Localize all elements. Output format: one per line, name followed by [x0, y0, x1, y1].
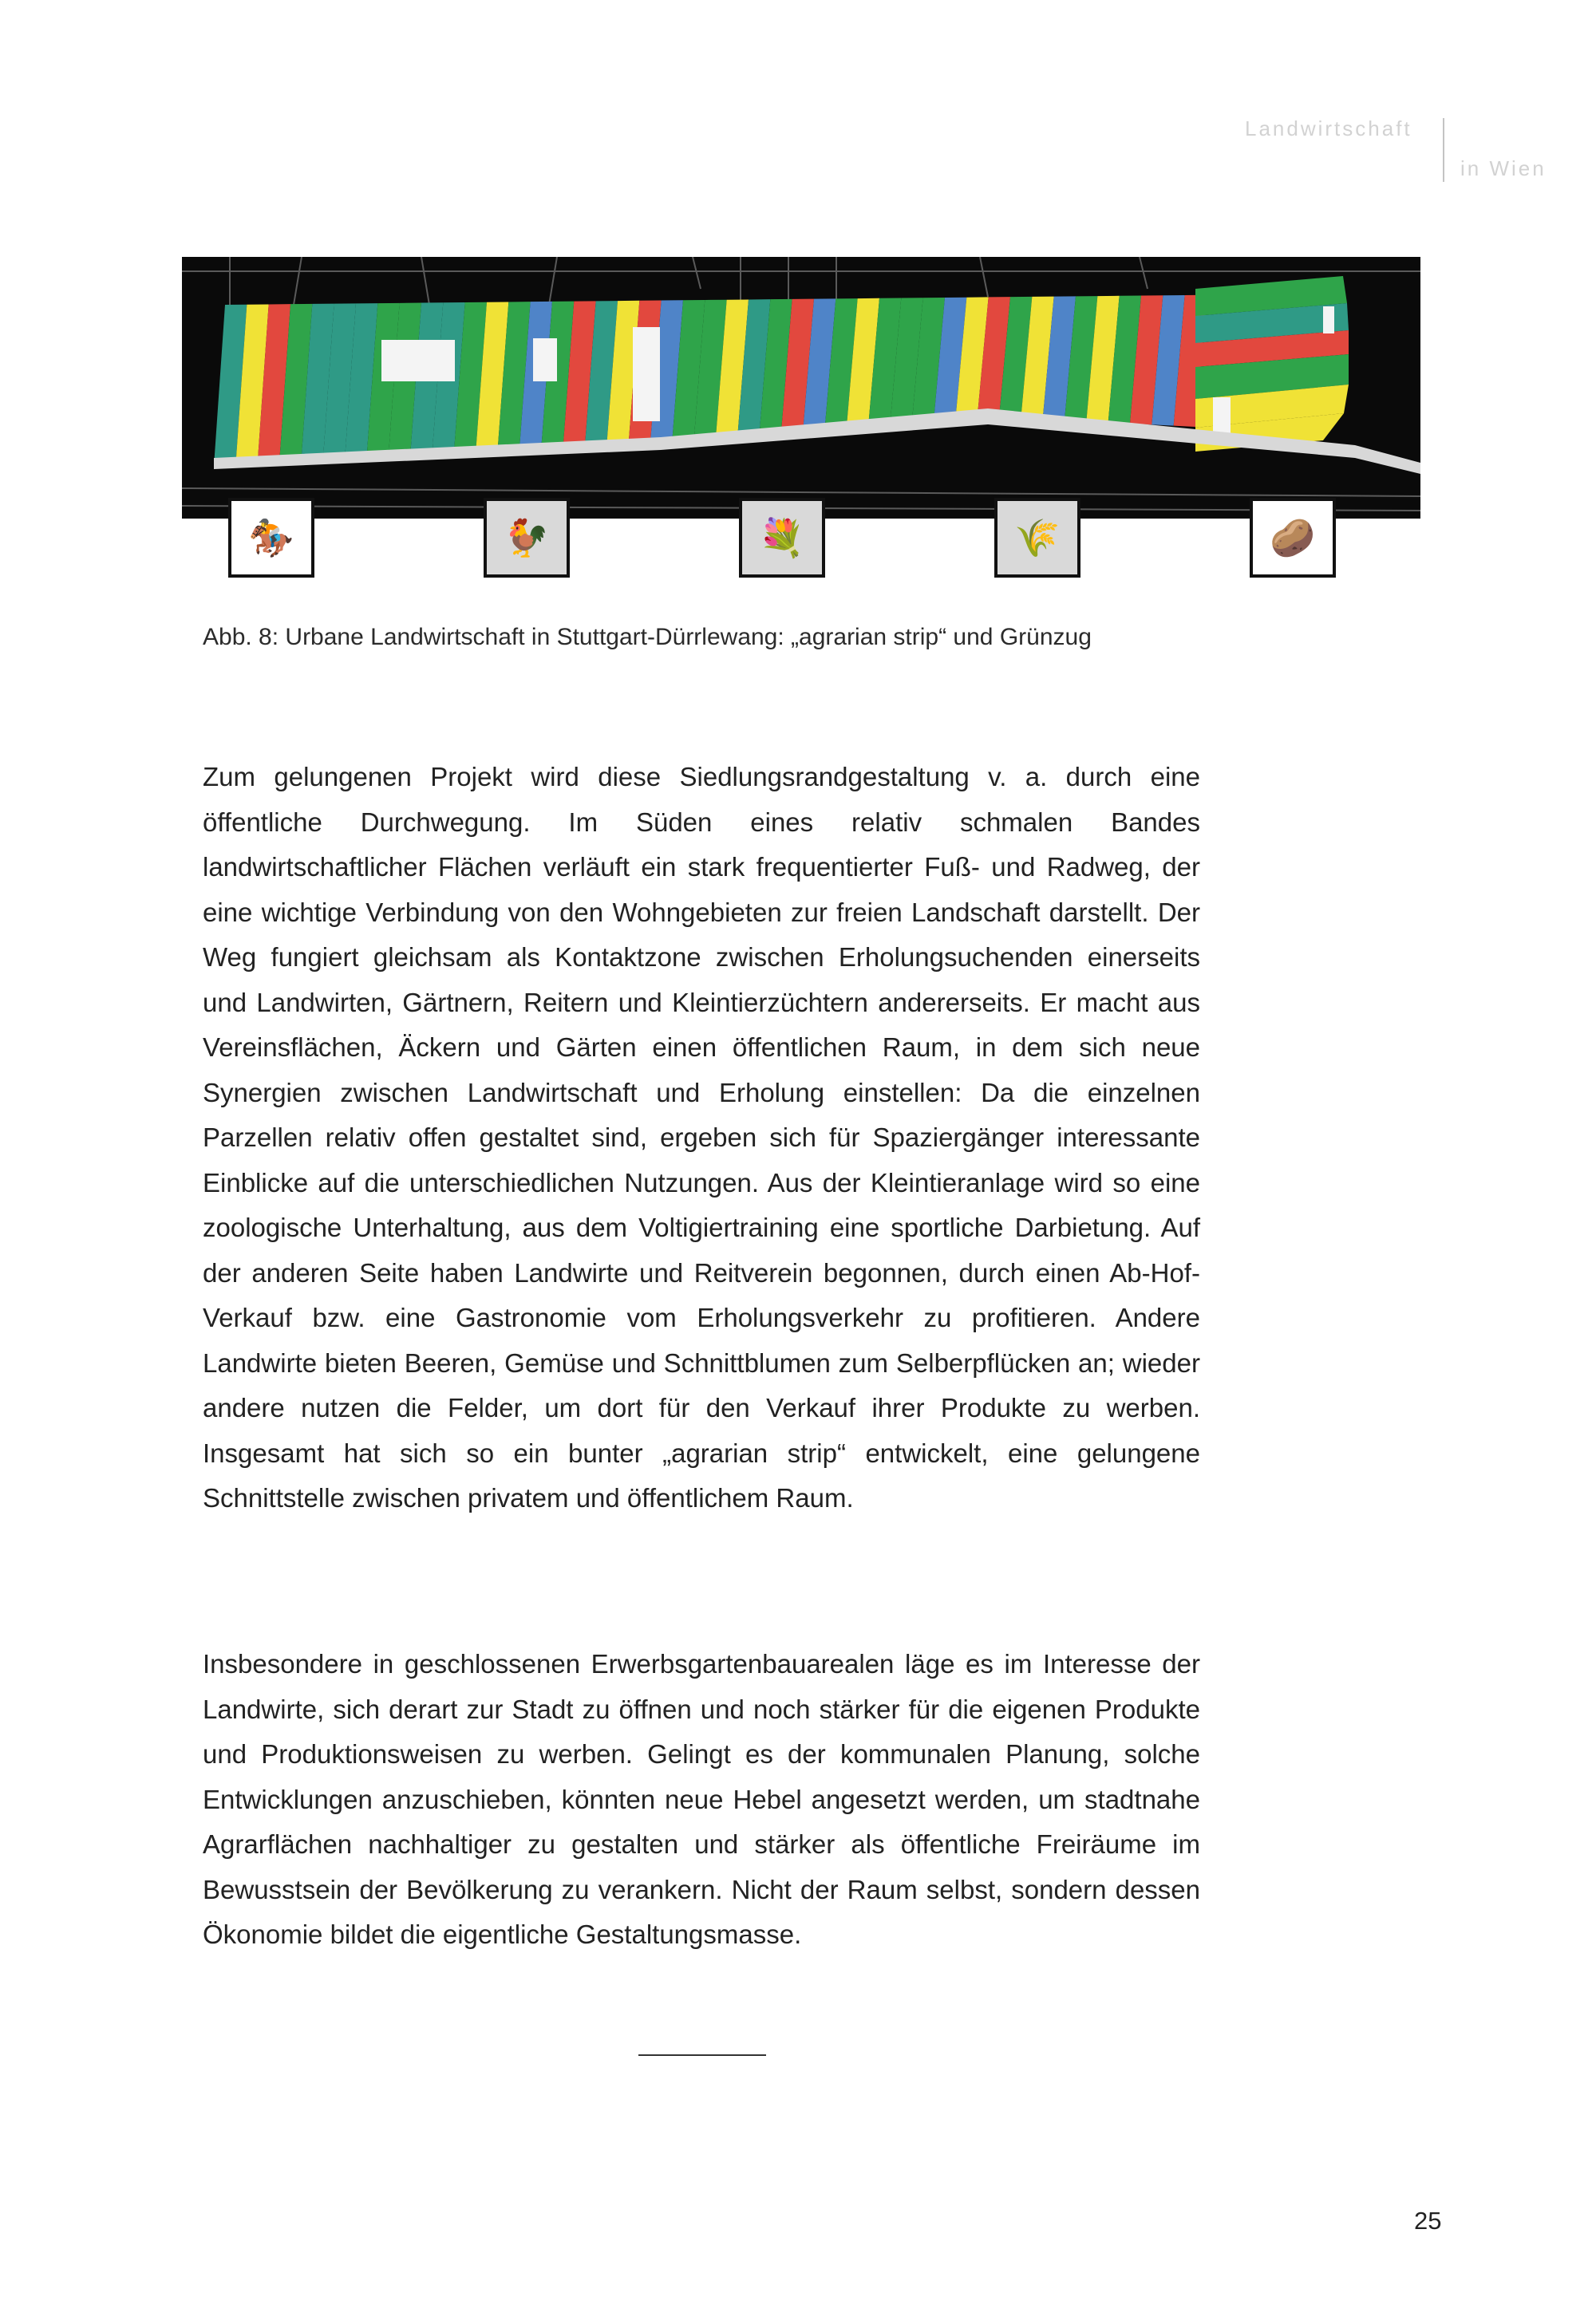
- vegetables-icon: [1251, 499, 1334, 576]
- footnote-separator: [638, 2054, 766, 2056]
- svg-text:🏇: 🏇: [248, 516, 294, 559]
- agrarian-strip-map: [182, 257, 1420, 582]
- svg-text:🌾: 🌾: [1014, 516, 1061, 559]
- svg-text:🥔: 🥔: [1270, 516, 1316, 559]
- agrarian-strip-figure: [182, 257, 1420, 582]
- body-paragraph-1: Zum gelungenen Projekt wird diese Siedlungsrandgestaltung v. a. durch eine öffentliche Durchwegung. Im Süden eines relativ schmalen Bandes landwirtschaftlicher Flächen verläuft ein stark frequentierter Fuß- und Radweg, der eine wichtige Verbindung von den Wohngebieten zur freien Landschaft darstellt. Der Weg fungiert gleichsam als Kontaktzone zwischen Erholungsuchenden einerseits und Landwirten, Gärtnern, Reitern und Kleintierzüchtern andererseits. Er macht aus Vereinsflächen, Äckern und Gärten einen öffentlichen Raum, in dem sich neue Synergien zwischen Landwirtschaft und Erholung einstellen: Da die einzelnen Parzellen relativ offen gestaltet sind, ergeben sich für Spaziergänger interessante Einblicke auf die unterschiedlichen Nutzungen. Aus der Kleintieranlage wird so eine zoologische Unterhaltung, aus dem Voltigiertraining eine sportliche Darbietung. Auf der anderen Seite haben Landwirte und Reitverein begonnen, durch einen Ab-Hof-Verkauf bzw. eine Gastronomie vom Erholungsverkehr zu profitieren. Andere Landwirte bieten Beeren, Gemüse und Schnittblumen zum Selberpflücken an; wieder andere nutzen die Felder, um dort für den Verkauf ihrer Produkte zu werben. Insgesamt hat sich so ein bunter „agrarian strip“ entwickelt, eine gelungene Schnittstelle zwischen privatem und öffentlichem Raum.: [203, 762, 1200, 1513]
- figure-caption: Abb. 8: Urbane Landwirtschaft in Stuttgart-Dürrlewang: „agrarian strip“ und Grünzug: [203, 624, 1092, 650]
- running-header-divider: [1443, 118, 1444, 182]
- horse-rider-icon: [230, 499, 313, 576]
- body-paragraph-2: Insbesondere in geschlossenen Erwerbsgartenbauarealen läge es im Interesse der Landwirte, sich derart zur Stadt zu öffnen und noch stärker für die eigenen Produkte und Produktionsweisen zu werben. Gelingt es der kommunalen Planung, solche Entwicklungen anzuschieben, könnten neue Hebel angesetzt werden, um stadtnahe Agrarflächen nachhaltiger zu gestalten und stärker als öffentliche Freiräume im Bewusstsein der Bevölkerung zu verankern. Nicht der Raum selbst, sondern dessen Ökonomie bildet die eigentliche Gestaltungsmasse.: [203, 1649, 1200, 1949]
- flowers-icon: [741, 499, 824, 576]
- chicken-icon: [485, 499, 568, 576]
- running-header-title: Landwirtschaft: [1245, 116, 1412, 140]
- page-number: 25: [1414, 2207, 1442, 2235]
- svg-text:🐓: 🐓: [504, 516, 550, 559]
- wheat-icon: [996, 499, 1079, 576]
- running-header-subtitle: in Wien: [1460, 156, 1547, 180]
- svg-text:💐: 💐: [759, 516, 805, 559]
